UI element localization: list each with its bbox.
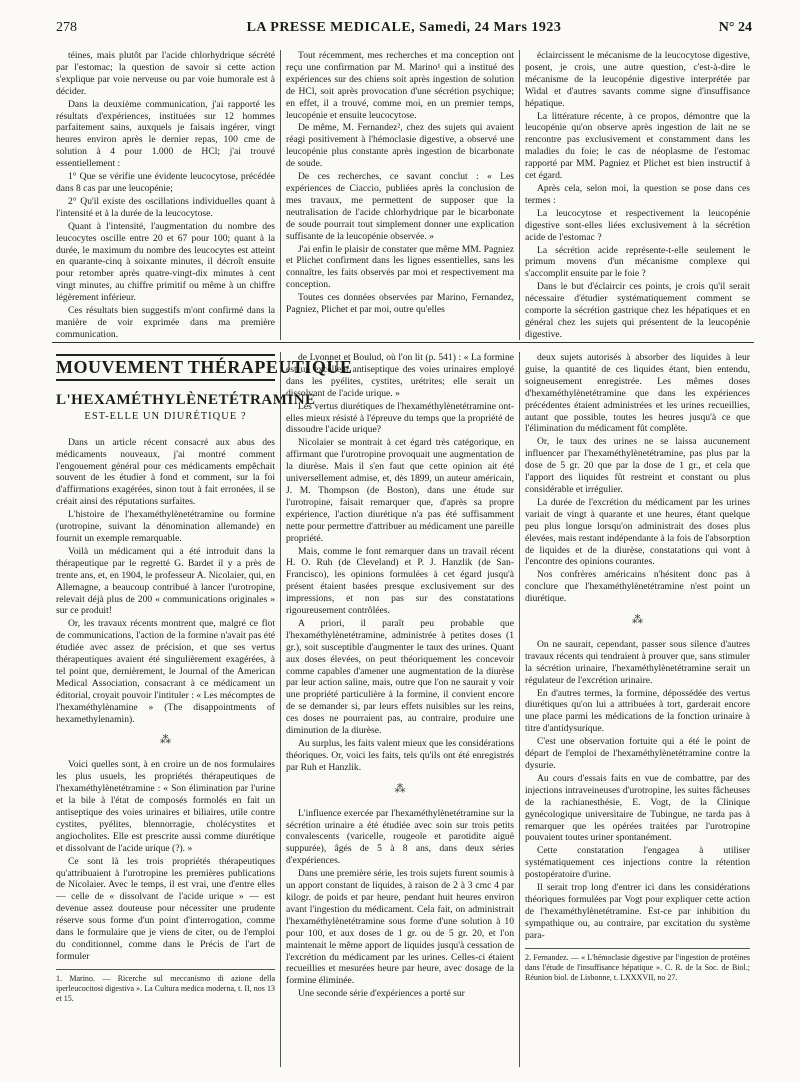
paragraph: C'est une observation fortuite qui a été le point de départ de l'emploi de l'hexaméthylènetétramine contre la dysurie. bbox=[525, 736, 750, 771]
paragraph: Mais, comme le font remarquer dans un travail récent H. O. Ruh (de Cleveland) et P. J. Hanzlik (de San-Francisco), les opinions formulées à cet égard jusqu'à présent étaient basées presque exclusivement sur des impressions, et non pas sur des constatations rigoureusement contrôlées. bbox=[286, 545, 514, 617]
paragraph: Dans la deuxième communication, j'ai rapporté les résultats d'expériences, instituées sur 12 hommes parfaitement sains, auxquels je faisais ingérer, vingt heures environ après le dernier repas, 100 cme de solution à 4 pour 1.000 de HCl; j'ai trouvé essentiellement : bbox=[56, 98, 275, 170]
article-column-3 bbox=[525, 352, 750, 1067]
section-divider bbox=[52, 342, 754, 343]
paragraph: Au surplus, les faits valent mieux que les considérations théoriques. Or, voici les faits, tels qu'ils ont été enregistrés par Ruh et Hanzlik. bbox=[286, 738, 514, 773]
footnote-2: 2. Fernandez. — « L'hémoclasie digestive par l'ingestion de protéines dans l'étude de l'insuffisance hépatique ». C. R. de la Soc. de Biol.; Réunion biol. de Lisbonne, t. LXXXVII, no 27. bbox=[525, 948, 750, 983]
paragraph: 1° Que se vérifie une évidente leucocytose, précédée dans 8 cas par une leucopénie; bbox=[56, 171, 275, 194]
paragraph: Après cela, selon moi, la question se pose dans ces termes : bbox=[525, 182, 750, 206]
issue-number: N° 24 bbox=[718, 20, 752, 35]
paragraph: Nos confrères américains n'hésitent donc pas à conclure que l'hexaméthylènetétramine n'est point un diurétique. bbox=[525, 569, 750, 605]
paragraph: J'ai enfin le plaisir de constater que même MM. Pagniez et Plichet confirment dans les lignes essentielles, sans les connaître, les faits observés par moi et respectivement ma conception. bbox=[286, 243, 514, 291]
paragraph: Quant à l'intensité, l'augmentation du nombre des leucocytes oscille entre 20 et 67 pour 100; quant à la durée, le maximum du nombre des leucocytes est atteint en quarante-cinq à soixante minutes, il décroît ensuite pour retomber après quatre-vingt-dix minutes à cent vingt minutes, au chiffre primitif ou même à un chiffre légèrement inférieur. bbox=[56, 220, 275, 304]
paragraph: deux sujets autorisés à absorber des liquides à leur guise, la quantité de ces liquides étant, bien entendu, soigneusement enregistrée. Les mêmes doses d'hexaméthylènetétramine que dans les expériences précédentes étaient administrées et les urines recueillies, autant que possible, toutes les heures jusqu'à ce que l'élimination du médicament fût complète. bbox=[525, 352, 750, 435]
article-title: L'HEXAMÉTHYLÈNETÉTRAMINE bbox=[56, 391, 316, 408]
journal-title: LA PRESSE MEDICALE, Samedi, 24 Mars 1923 bbox=[246, 20, 562, 35]
paragraph: Dans une première série, les trois sujets furent soumis à un apport constant de liquides, à raison de 2 à 3 cmc 4 par kilogr. de poids et par heure, pendant huit heures environ avant l'ingestion du médicament. Cela fait, on administrait l'hexaméthylènetétramine sous forme d'une solution à 10 pour 100, et aux doses de 1 gr. ou de 5 gr. 20, et l'on maintenait le même apport de liquides jusqu'à cessation de l'excrétion du médicament par les urines. Celles-ci étaient recueillies et mesurées heure par heure, avec dosage de la formine éliminée. bbox=[286, 868, 514, 987]
paragraph: L'influence exercée par l'hexaméthylènetétramine sur la sécrétion urinaire a été étudiée avec soin sur trois petits convalescents (varicelle, rougeole et parotidite aiguë suppurée), âgés de 5 à 8 ans, dans deux séries d'expériences. bbox=[286, 807, 514, 867]
footnote-1: 1. Marino. — Ricerche sul meccanismo di azione della iperleucocitosi digestiva ». La Cultura medica moderna, t. II, nos 13 et 15. bbox=[56, 969, 275, 1004]
paragraph: 2° Qu'il existe des oscillations individuelles quant à l'intensité et à la durée de la leucocytose. bbox=[56, 195, 275, 219]
article-column-2 bbox=[286, 352, 514, 1067]
section-title: MOUVEMENT THÉRAPEUTIQUE bbox=[56, 354, 275, 381]
paragraph: Il serait trop long d'entrer ici dans les considérations théoriques formulées par Vogt pour expliquer cette action de l'hexaméthylènetétramine. Est-ce par inhibition du sympathique ou, au contraire, par excitation du système para- bbox=[525, 882, 750, 941]
paragraph: L'histoire de l'hexaméthylènetétramine ou formine (urotropine, suivant la dénomination allemande) en fournit un exemple remarquable. bbox=[56, 509, 275, 544]
paragraph: Ce sont là les trois propriétés thérapeutiques qu'attribuaient à l'urotropine les premières publications de Nicolaier. Avec le temps, il est vrai, une d'entre elles — celle de « dissolvant de l'acide urique » — est devenue assez douteuse pour nécessiter une prudente réserve sous forme d'un point d'interrogation, comme dans le formulaire que je viens de citer, ou de l'emploi du conditionnel, comme dans le Précis de l'art de formuler bbox=[56, 855, 275, 962]
paragraph: La sécrétion acide représente-t-elle seulement le primum movens d'un mécanisme complexe qui s'accomplit ensuite par le foie ? bbox=[525, 244, 750, 280]
paragraph: En d'autres termes, la formine, dépossédée des vertus diurétiques qu'on lui a attribuées à tort, garderait encore une place parmi les médications de la fonction urinaire à titre d'antidysurique. bbox=[525, 687, 750, 735]
article-subtitle: EST-ELLE UN DIURÉTIQUE ? bbox=[84, 410, 247, 422]
paragraph: De ces recherches, ce savant conclut : « Les expériences de Ciaccio, publiées après la conclusion de mes travaux, me permettent de supposer que la neutralisation de l'acide chlorhydrique par le bicarbonate de soude pourrait tout simplement donner une explication suffisante de la leucopénie observée. » bbox=[286, 171, 514, 242]
paragraph: éclaircissent le mécanisme de la leucocytose digestive, posent, je crois, une autre question, c'est-à-dire le mécanisme de la leucopénie digestive interprétée par Widal et d'autres savants comme signe d'insuffisance hépatique. bbox=[525, 50, 750, 109]
paragraph: La durée de l'excrétion du médicament par les urines variait de vingt à quarante et une heures, étant quelque peu plus longue lorsqu'on administrait des doses plus élevées, mais restant indépendante à la fois de l'absorption de liquides et de la diurèse, constatations qui vont à l'encontre des opinions courantes. bbox=[525, 496, 750, 568]
paragraph: Or, les travaux récents montrent que, malgré ce flot de communications, l'action de la formine n'avait pas été étudiée avec assez de précision, et que ses vertus thérapeutiques avaient été singulièrement exagérées, à tel point que, dernièrement, le Journal of the American Medical Association, consacrant à ce médicament un éditorial, croyait pouvoir l'intituler : « Les mécomptes de l'hexaméthylènamine » (The disappointments of hexamethylenamin). bbox=[56, 618, 275, 725]
paragraph: de Lyonnet et Boulud, où l'on lit (p. 541) : « La formine est un excellent antiseptique des voies urinaires employé dans les pyélites, cystites, urétrites; elle serait un dissolvant de l'acide urique. » bbox=[286, 352, 514, 399]
paragraph: Cette constatation l'engagea à utiliser systématiquement ces injections contre la rétention postopératoire d'urine. bbox=[525, 845, 750, 881]
top-column-3 bbox=[525, 50, 750, 340]
column-rule bbox=[519, 50, 520, 340]
paragraph: Toutes ces données observées par Marino, Fernandez, Pagniez, Plichet et par moi, outre qu'elles bbox=[286, 292, 514, 316]
paragraph: Les vertus diurétiques de l'hexaméthylènetétramine ont-elles mieux résisté à l'épreuve du temps que la propriété de dissoudre l'acide urique? bbox=[286, 400, 514, 436]
paragraph: Or, le taux des urines ne se laissa aucunement influencer par l'hexaméthylènetétramine, pas plus par la dose de 5 gr. 20 que par la dose de 1 gr., et cela que l'apport des liquides fût restreint et constant ou plus considérable et irrégulier. bbox=[525, 436, 750, 495]
page-header bbox=[56, 20, 752, 40]
paragraph: Dans un article récent consacré aux abus des médicaments nouveaux, j'ai montré comment l'engouement général pour ces médicaments empêchait souvent de les étudier à fond et comment, sur la foi d'affirmations exagérées, sinon tout à fait erronées, il se créait ainsi des réputations surfaites. bbox=[56, 436, 275, 508]
paragraph: De même, M. Fernandez², chez des sujets qui avaient réagi positivement à l'hémoclasie digestive, a observé une leucopénie plus constante après ingestion de bicarbonate de soude. bbox=[286, 122, 514, 170]
paragraph: Dans le but d'éclaircir ces points, je crois qu'il serait nécessaire d'étudier systématiquement comment se comporte la sécrétion gastrique chez les hépatiques et en général chez les sujets qui présentent de la leucopénie digestive. bbox=[525, 281, 750, 340]
column-rule bbox=[519, 352, 520, 1067]
paragraph: A priori, il paraît peu probable que l'hexaméthylènetétramine, administrée à petites doses (1 gr.), soit susceptible d'augmenter le taux des urines. Quant aux doses élevées, on peut théoriquement les concevoir comme capables d'amener une augmentation de la diurèse par leur action saline, mais, outre que l'on ne saurait y voir une propriété particulière à la formine, il convient encore de se demander si, par leurs effets nuisibles sur les reins, ces doses ne pourraient pas, au contraire, produire une diminution de la diurèse. bbox=[286, 617, 514, 737]
paragraph: Voici quelles sont, à en croire un de nos formulaires les plus usuels, les propriétés thérapeutiques de l'hexaméthylènetétramine : « Son élimination par l'urine et la bile à l'état de composés formolés en fait un antiseptique des voies urinaires et biliaires, utile contre cystites, pyélites, blennorragie, cholécystites et angiocholites. Elle est prescrite aussi comme diurétique et dissolvant de l'acide urique (?). » bbox=[56, 759, 275, 854]
paragraph: La littérature récente, à ce propos, démontre que la leucopénie qu'on observe après ingestion de lait ne se rencontre pas exclusivement et constamment dans les maladies du foie; le cas de néoplasme de l'estomac rapporté par MM. Pagniez et Plichet est bien instructif à cet égard. bbox=[525, 110, 750, 182]
article-column-1 bbox=[56, 352, 353, 1067]
paragraph: Au cours d'essais faits en vue de combattre, par des injections intraveineuses d'urotropine, les suites fâcheuses de la rachianesthésie, E. Vogt, de la Clinique gynécologique universitaire de Tubingue, ne tarda pas à remarquer que les opérées traitées par l'urotropine pouvaient toutes uriner spontanément. bbox=[525, 772, 750, 844]
top-column-1 bbox=[56, 50, 275, 340]
top-column-2 bbox=[286, 50, 514, 340]
section-stars: ⁂ bbox=[394, 782, 406, 795]
paragraph: On ne saurait, cependant, passer sous silence d'autres travaux récents qui tendraient à prouver que, sans stimuler la sécrétion urinaire, l'hexaméthylènetétramine serait un régulateur de l'excrétion urinaire. bbox=[525, 638, 750, 686]
paragraph: Tout récemment, mes recherches et ma conception ont reçu une confirmation par M. Marino¹ qui a institué des expériences sur des chiens soit après ingestion de solution de HCl, soit après provocation d'une sécrétion psychique; en effet, il a trouvé, comme moi, en un premier temps, leucopénie et ensuite leucocytose. bbox=[286, 50, 514, 121]
paragraph: La leucocytose et respectivement la leucopénie digestive sont-elles liées exclusivement à la sécrétion acide de l'estomac ? bbox=[525, 207, 750, 243]
page-number: 278 bbox=[56, 20, 77, 35]
paragraph: téines, mais plutôt par l'acide chlorhydrique sécrété par l'estomac; la question de savoir si cette action s'explique par voie nerveuse ou par voie humorale est à décider. bbox=[56, 50, 275, 97]
paragraph: Nicolaier se montrait à cet égard très catégorique, en affirmant que l'urotropine provoquait une augmentation de la diurèse. Mais il s'en faut que cette opinion ait été universellement admise, et, dès 1899, un auteur américain, J. M. Thompson (de Boston), dans une étude sur l'urotropine, faisait remarquer que, d'après sa propre expérience, l'action diurétique n'a pas été suffisamment nette pour permettre d'attribuer au médicament une pareille propriété. bbox=[286, 437, 514, 544]
column-rule bbox=[280, 352, 281, 1067]
paragraph: Voilà un médicament qui a été introduit dans la thérapeutique par le regretté G. Bardet il y a près de trente ans, et, en 1904, le professeur A. Nicolaier, qui, en Allemagne, a beaucoup contribué à lancer l'urotropine, relevait déjà plus de 200 « communications originales » sur ce produit! bbox=[56, 545, 275, 617]
paragraph: Ces résultats bien suggestifs m'ont confirmé dans la manière de voir exprimée dans ma première communication. bbox=[56, 305, 275, 340]
section-stars: ⁂ bbox=[632, 614, 643, 627]
column-rule bbox=[280, 50, 281, 340]
paragraph: Une seconde série d'expériences a porté sur bbox=[298, 988, 465, 1000]
section-stars: ⁂ bbox=[160, 734, 171, 747]
